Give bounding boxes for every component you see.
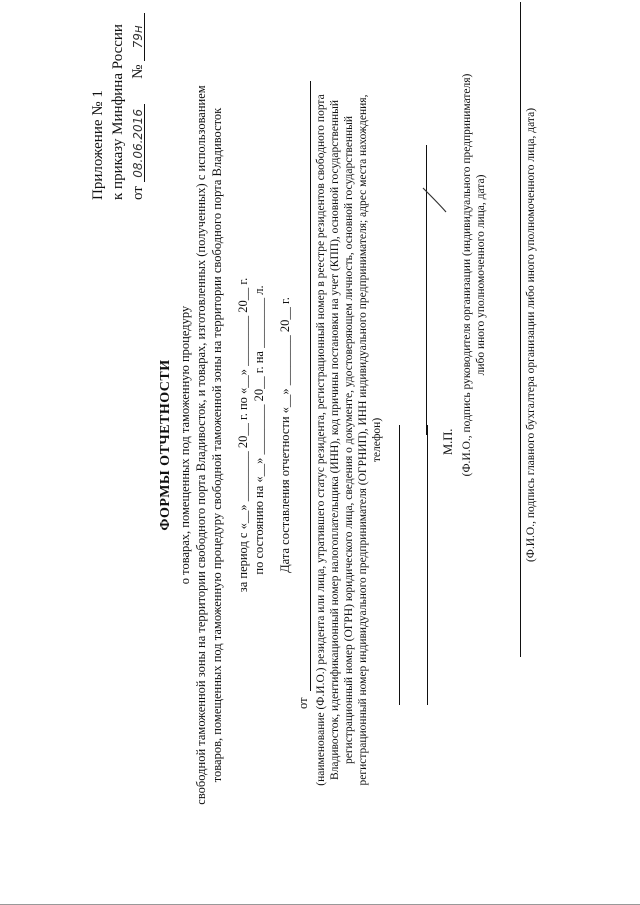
date-value: 08.06.2016 <box>131 109 145 178</box>
description-line-3: регистрационный номер (ОГРН) юридического лица, сведения о документе, удостоверяющем личность, основной государственный <box>343 115 355 765</box>
appendix-line-1: Приложение № 1 <box>90 90 106 200</box>
period-line: за период с «__» ________ 20__ г. по «__» ________ 20__ г. <box>236 277 250 593</box>
signature-line-2 <box>520 2 521 657</box>
issuer-line <box>310 81 311 691</box>
subtitle-line-2: свободной таможенной зоны на территории свободного порта Владивосток, и товарах, изготовленных (полученных) с использованием <box>194 85 208 805</box>
appendix-line-2: к приказу Минфина России <box>110 24 126 200</box>
date-field <box>128 104 145 182</box>
signature-caption-1b: либо иного уполномоченного лица, дата) <box>475 174 487 376</box>
number-value: 79н <box>131 25 145 49</box>
signature-mark-icon <box>420 185 450 215</box>
appendix-date-row <box>128 13 148 200</box>
subtitle-line-1: о товарах, помещенных под таможенную процедуру <box>178 305 192 585</box>
subtitle-line-3: товаров, помещенных под таможенную процедуру свободной таможенной зоны на территории свободного порта Владивосток <box>210 107 224 783</box>
number-field <box>128 13 145 61</box>
as-of-line: по состоянию на «__» ________ 20__ г. на ________ л. <box>252 285 266 575</box>
description-line-1: (наименование (Ф.И.О.) резидента или лица, утратившего статус резидента, регистрационный номер в реестре резидентов свободного порта <box>315 94 327 786</box>
description-line-5: телефон) <box>371 417 383 463</box>
signature-caption-1a: (Ф.И.О., подпись руководителя организации (индивидуального предпринимателя) <box>461 73 473 477</box>
signature-caption-2: (Ф.И.О., подпись главного бухгалтера организации либо иного уполномоченного лица, дата) <box>525 107 537 563</box>
stamp-line-top <box>399 425 400 705</box>
stamp-label: М.П. <box>441 428 455 455</box>
report-date-line: Дата составления отчетности «__» ________ 20__ г. <box>278 297 292 573</box>
description-line-4: регистрационный номер индивидуального предпринимателя (ОГРНИП), ИНН индивидуального предпринимателя; адрес места нахождения, <box>357 94 369 786</box>
from-label: от <box>296 697 310 709</box>
description-line-2: Владивосток, идентификационный номер налогоплательщика (ИНН), код причины постановки на учет (КПП), основной государственный <box>329 99 341 781</box>
number-prefix: № <box>130 64 146 79</box>
stamp-line-bottom <box>427 425 428 705</box>
page-title: ФОРМЫ ОТЧЕТНОСТИ <box>158 359 173 531</box>
date-prefix: от <box>130 186 146 200</box>
